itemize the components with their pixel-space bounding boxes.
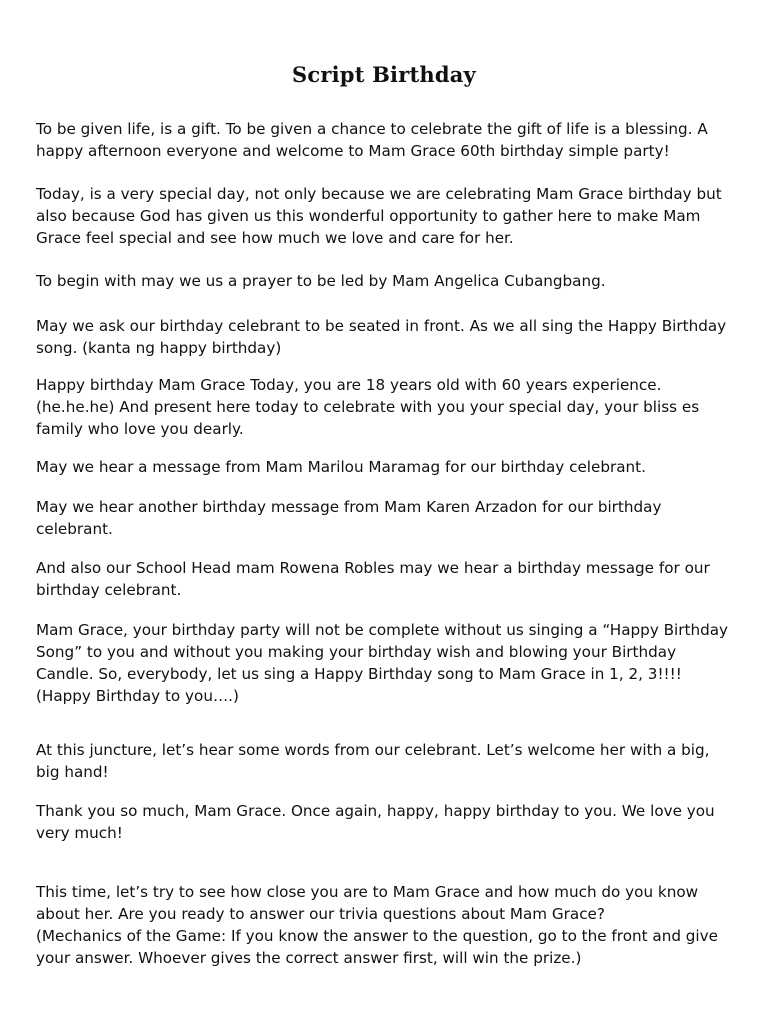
paragraph-trivia: This time, let’s try to see how close you are to Mam Grace and how much do you know about her. Are you ready to answer our trivia questions about Mam Grace?: [36, 883, 699, 923]
paragraph-intro: To be given life, is a gift. To be given a chance to celebrate the gift of life is a blessing. A happy afternoon everyone and welcome to Mam Grace 60th birthday simple party!: [36, 120, 708, 160]
paragraph-message-marilou: May we hear a message from Mam Marilou Maramag for our birthday celebrant.: [36, 458, 646, 476]
paragraph-mechanics: (Mechanics of the Game: If you know the answer to the question, go to the front and give your answer. Whoever gives the correct answer first, will win the prize.): [36, 927, 718, 967]
paragraph-special-day: Today, is a very special day, not only because we are celebrating Mam Grace birthday but also because God has given us this wonderful opportunity to gather here to make Mam Grace feel special and see how much we love and care for her.: [36, 185, 722, 247]
paragraph-message-karen: May we hear another birthday message from Mam Karen Arzadon for our birthday celebrant.: [36, 498, 662, 538]
paragraph-greeting: Happy birthday Mam Grace Today, you are 18 years old with 60 years experience. (he.he.he) And present here today to celebrate with you your special day, your bliss es family who love you dearly.: [36, 376, 700, 438]
paragraph-prayer: To begin with may we us a prayer to be led by Mam Angelica Cubangbang.: [36, 272, 606, 290]
paragraph-celebrant-words: At this juncture, let’s hear some words from our celebrant. Let’s welcome her with a big, big hand!: [36, 741, 710, 781]
paragraph-thank-you: Thank you so much, Mam Grace. Once again, happy, happy birthday to you. We love you very much!: [36, 802, 715, 842]
paragraph-birthday-song: Mam Grace, your birthday party will not be complete without us singing a “Happy Birthday Song” to you and without you making your birthday wish and blowing your Birthday Candle. So, everybody, let us sing a Happy Birthday song to Mam Grace in 1, 2, 3!!!! (Happy Birthday to you….): [36, 621, 729, 705]
paragraph-school-head: And also our School Head mam Rowena Robles may we hear a birthday message for our birthday celebrant.: [36, 559, 710, 599]
document-title: Script Birthday: [292, 62, 476, 87]
paragraph-seated: May we ask our birthday celebrant to be seated in front. As we all sing the Happy Birthday song. (kanta ng happy birthday): [36, 317, 727, 357]
